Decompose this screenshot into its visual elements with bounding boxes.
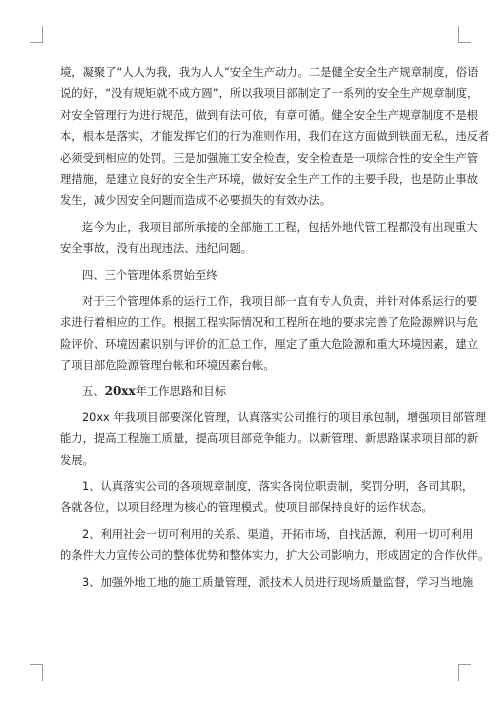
paragraph (60, 291, 478, 377)
text-line: 发展。 (60, 453, 94, 467)
text-line: 必须受到相应的处罚。三是加强施工安全检查，安全检查是一项综合性的安全生产管 (60, 151, 478, 165)
text-line: 的条件大力宣传公司的整体优势和整体实力，扩大公司影响力，形成固定的合作伙伴。 (60, 549, 490, 563)
text-line: 对于三个管理体系的运行工作，我项目部一直有专人负责，并针对体系运行的要 (82, 294, 478, 308)
section-heading (60, 381, 442, 402)
crop-mark-bottom-right (458, 664, 471, 681)
document-body (60, 62, 490, 593)
heading-suffix: 年工作思路和目标 (135, 385, 227, 399)
paragraph (60, 476, 474, 519)
text-line: 安全事故，没有出现违法、违纪问题。 (60, 242, 253, 256)
text-line: 迄今为止，我项目部所承接的全部施工工程，包括外地代管工程都没有出现重大 (82, 220, 478, 234)
text-line: 各就各位，以项目经理为核心的管理模式。使项目部保持良好的运作状态。 (60, 501, 433, 515)
text-line: 1、认真落实公司的各项规章制度，落实各岗位职责制，奖罚分明，各司其职， (82, 480, 474, 494)
text-line: 本，根本是落实，才能发挥它们的行为准则作用，我们在这方面做到铁面无私，违反者 (60, 130, 490, 144)
crop-mark-top-right (458, 26, 471, 43)
text-line: 理措施，是建立良好的安全生产环境，做好安全生产工作的主要手段，也是防止事故 (60, 172, 478, 186)
paragraph (60, 572, 474, 593)
text-line: 了项目部危险源管理台帐和环境因素台帐。 (60, 359, 275, 373)
text-line: 境，凝聚了“人人为我，我为人人”安全生产动力。二是健全安全生产规章制度，俗语 (60, 66, 479, 79)
paragraph (60, 407, 487, 471)
text-line: 3、加强外地工地的施工质量管理，派技术人员进行现场质量监督，学习当地施 (82, 575, 474, 589)
text-line: 求进行着相应的工作。根据工程实际情况和工程所在地的要求完善了危险源辨识与危 (60, 316, 478, 330)
text-line: 发生，减少因安全问题而造成不必要损失的有效办法。 (60, 194, 332, 208)
heading-prefix: 五、 (82, 385, 105, 399)
text-line: 对安全管理行为进行规范，做到有法可依，有章可循。健全安全生产规章制度不是根 (60, 108, 478, 122)
paragraph (60, 524, 490, 567)
text-line: 2、利用社会一切可利用的关系、渠道，开拓市场，自找活源，利用一切可利用 (82, 527, 474, 541)
crop-mark-bottom-left (30, 664, 43, 681)
text-line: 险评价、环境因素识别与评价的汇总工作，厘定了重大危险源和重大环境因素，建立 (60, 337, 478, 351)
section-heading (60, 265, 442, 286)
crop-mark-top-left (30, 26, 43, 43)
text-line: 说的好，“没有规矩就不成方圆”，所以我项目部制定了一系列的安全生产规章制度， (60, 87, 479, 101)
heading-text (60, 381, 442, 402)
paragraph (60, 62, 490, 212)
heading-year: 20xx (104, 384, 136, 399)
text-line: 20xx 年我项目部要深化管理，认真落实公司推行的项目承包制，增强项目部管理 (82, 410, 487, 424)
heading-text: 四、三个管理体系贯始至终 (82, 268, 218, 282)
paragraph (60, 217, 478, 260)
text-line: 能力，提高工程施工质量，提高项目部竞争能力。以新管理、新思路谋求项目部的新 (60, 432, 478, 446)
